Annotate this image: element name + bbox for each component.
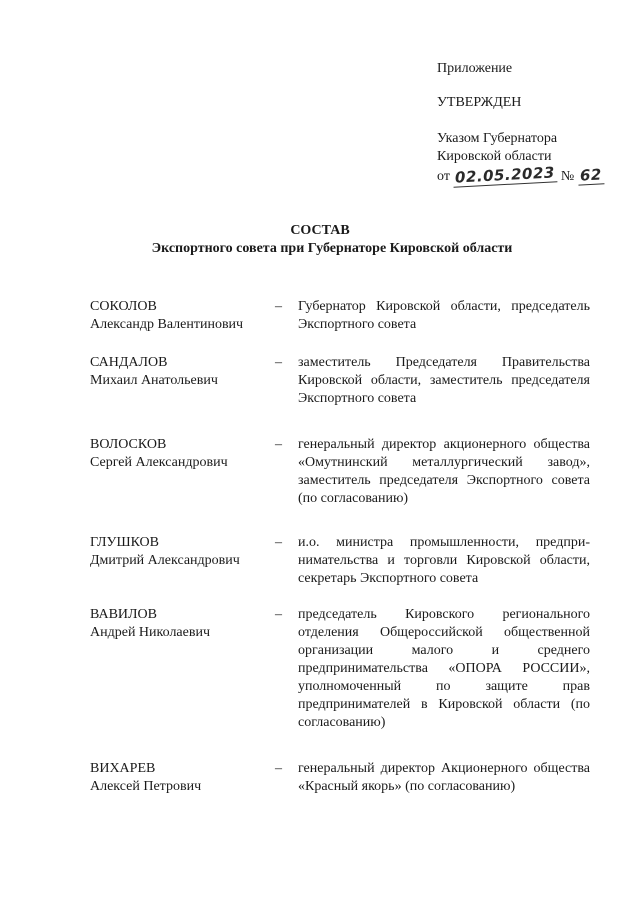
approved-label: УТВЕРЖДЕН [437, 95, 522, 110]
member-surname: САНДАЛОВ [90, 355, 168, 370]
member-given-name: Сергей Александрович [90, 455, 228, 470]
member-name [90, 354, 270, 390]
member-surname: ВИХАРЕВ [90, 761, 156, 776]
member-dash: – [275, 355, 282, 370]
member-given-name: Андрей Николаевич [90, 625, 210, 640]
member-role: Губернатор Кировской области, председатель Экспортного совета [298, 299, 590, 332]
member-name [90, 436, 270, 472]
member-surname: ВАВИЛОВ [90, 607, 157, 622]
member-given-name: Михаил Анатольевич [90, 373, 218, 388]
member-surname: СОКОЛОВ [90, 299, 157, 314]
member-dash: – [275, 535, 282, 550]
title-subtitle: Экспортного совета при Губернаторе Кировской области [151, 241, 513, 256]
member-role: генеральный директор акционерного общества «Омутнинский металлургический завод», заместитель председателя Экспортного совета (по согласованию) [298, 437, 590, 506]
member-dash: – [275, 761, 282, 776]
member-dash: – [275, 607, 282, 622]
member-given-name: Алексей Петрович [90, 779, 202, 794]
handwritten-date: 02.05.2023 [453, 163, 558, 187]
member-given-name: Александр Валентинович [90, 317, 244, 332]
member-role: заместитель Председателя Правительства Кировской области, заместитель председателя Экспортного совета [298, 355, 590, 406]
member-surname: ГЛУШКОВ [90, 535, 160, 550]
member-given-name: Дмитрий Александрович [90, 553, 240, 568]
decree-line-2: Кировской области [437, 149, 552, 164]
member-role: генеральный директор Акционерного общества «Красный якорь» (по согласованию) [298, 761, 590, 794]
decree-date-line [437, 163, 604, 187]
handwritten-number: 62 [578, 165, 605, 185]
member-surname: ВОЛОСКОВ [90, 437, 167, 452]
member-name [90, 760, 270, 796]
number-prefix: № [560, 169, 575, 184]
appendix-label: Приложение [437, 61, 513, 76]
title-main: СОСТАВ [290, 223, 350, 238]
member-name [90, 534, 270, 570]
decree-line-1: Указом Губернатора [437, 131, 558, 146]
member-role: председатель Кировского регионального отделения Общероссийской общественной организации малого и среднего предпринимательства «ОПОРА РОССИИ», уполномоченный по защите прав предпринимателей в Кировской области (по согласованию) [298, 607, 590, 730]
from-prefix: от [437, 169, 450, 184]
member-dash: – [275, 437, 282, 452]
member-name [90, 606, 270, 642]
member-name [90, 298, 270, 334]
approval-block [437, 60, 604, 186]
member-role: и.о. министра промышленности, предпринимательства и торговли Кировской области, секретарь Экспортного совета [298, 535, 590, 586]
document-title [0, 222, 640, 258]
member-dash: – [275, 299, 282, 314]
